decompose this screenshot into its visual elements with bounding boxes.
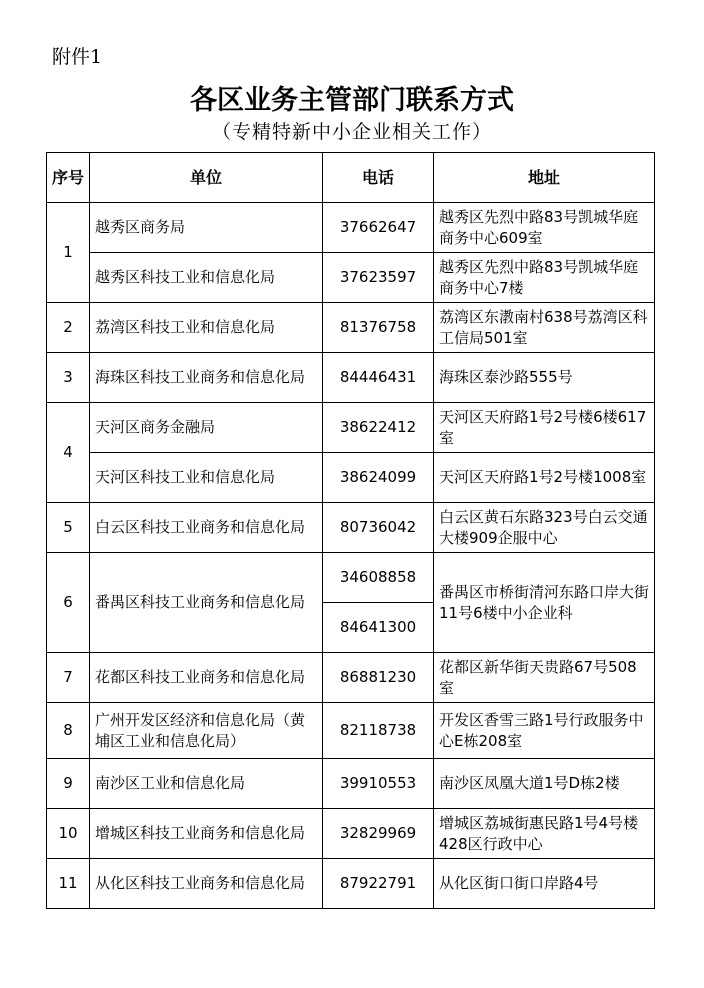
row-unit: 天河区科技工业和信息化局 xyxy=(90,453,323,503)
row-seq: 5 xyxy=(47,503,90,553)
row-seq: 2 xyxy=(47,303,90,353)
row-seq: 7 xyxy=(47,653,90,703)
row-phone: 84641300 xyxy=(323,603,434,653)
row-unit: 南沙区工业和信息化局 xyxy=(90,759,323,809)
table-row xyxy=(47,653,655,703)
row-address: 开发区香雪三路1号行政服务中心E栋208室 xyxy=(434,703,655,759)
row-phone: 84446431 xyxy=(323,353,434,403)
header-address: 地址 xyxy=(434,153,655,203)
row-address: 增城区荔城街惠民路1号4号楼428区行政中心 xyxy=(434,809,655,859)
row-seq: 10 xyxy=(47,809,90,859)
row-unit: 花都区科技工业商务和信息化局 xyxy=(90,653,323,703)
row-phone: 38622412 xyxy=(323,403,434,453)
table-row xyxy=(47,203,655,253)
row-address: 越秀区先烈中路83号凯城华庭商务中心7楼 xyxy=(434,253,655,303)
row-phone: 80736042 xyxy=(323,503,434,553)
row-unit: 从化区科技工业商务和信息化局 xyxy=(90,859,323,909)
table-row xyxy=(47,303,655,353)
row-unit: 白云区科技工业商务和信息化局 xyxy=(90,503,323,553)
row-phone: 87922791 xyxy=(323,859,434,909)
page-subtitle: （专精特新中小企业相关工作） xyxy=(211,121,492,143)
table-row xyxy=(47,453,655,503)
table-row xyxy=(47,503,655,553)
row-address: 南沙区凤凰大道1号D栋2楼 xyxy=(434,759,655,809)
row-phone: 37662647 xyxy=(323,203,434,253)
row-seq: 9 xyxy=(47,759,90,809)
row-phone: 81376758 xyxy=(323,303,434,353)
row-seq: 4 xyxy=(47,403,90,503)
table-row xyxy=(47,253,655,303)
row-unit: 越秀区商务局 xyxy=(90,203,323,253)
contacts-table xyxy=(46,152,655,909)
row-address: 海珠区泰沙路555号 xyxy=(434,353,655,403)
row-unit: 天河区商务金融局 xyxy=(90,403,323,453)
row-seq: 8 xyxy=(47,703,90,759)
row-phone: 37623597 xyxy=(323,253,434,303)
table-row xyxy=(47,809,655,859)
header-phone: 电话 xyxy=(323,153,434,203)
row-address: 荔湾区东漖南村638号荔湾区科工信局501室 xyxy=(434,303,655,353)
row-phone: 86881230 xyxy=(323,653,434,703)
row-seq: 3 xyxy=(47,353,90,403)
page-title: 各区业务主管部门联系方式 xyxy=(190,85,514,116)
table-row xyxy=(47,353,655,403)
row-phone: 38624099 xyxy=(323,453,434,503)
row-address: 从化区街口街口岸路4号 xyxy=(434,859,655,909)
table-row xyxy=(47,703,655,759)
row-seq: 1 xyxy=(47,203,90,303)
row-address: 花都区新华街天贵路67号508室 xyxy=(434,653,655,703)
row-address: 白云区黄石东路323号白云交通大楼909企服中心 xyxy=(434,503,655,553)
row-seq: 6 xyxy=(47,553,90,653)
header-unit: 单位 xyxy=(90,153,323,203)
row-address: 天河区天府路1号2号楼6楼617室 xyxy=(434,403,655,453)
row-unit: 番禺区科技工业商务和信息化局 xyxy=(90,553,323,653)
row-phone: 82118738 xyxy=(323,703,434,759)
row-address: 番禺区市桥街清河东路口岸大街11号6楼中小企业科 xyxy=(434,553,655,653)
row-address: 天河区天府路1号2号楼1008室 xyxy=(434,453,655,503)
row-address: 越秀区先烈中路83号凯城华庭商务中心609室 xyxy=(434,203,655,253)
row-unit: 越秀区科技工业和信息化局 xyxy=(90,253,323,303)
row-unit: 荔湾区科技工业和信息化局 xyxy=(90,303,323,353)
table-row xyxy=(47,553,655,603)
row-unit: 增城区科技工业商务和信息化局 xyxy=(90,809,323,859)
row-seq: 11 xyxy=(47,859,90,909)
row-phone: 39910553 xyxy=(323,759,434,809)
row-unit: 海珠区科技工业商务和信息化局 xyxy=(90,353,323,403)
row-phone: 34608858 xyxy=(323,553,434,603)
table-row xyxy=(47,403,655,453)
header-seq: 序号 xyxy=(47,153,90,203)
attachment-label: 附件1 xyxy=(52,46,103,68)
row-phone: 32829969 xyxy=(323,809,434,859)
row-unit: 广州开发区经济和信息化局（黄埔区工业和信息化局） xyxy=(90,703,323,759)
table-row xyxy=(47,759,655,809)
table-header-row xyxy=(47,153,655,203)
table-row xyxy=(47,859,655,909)
